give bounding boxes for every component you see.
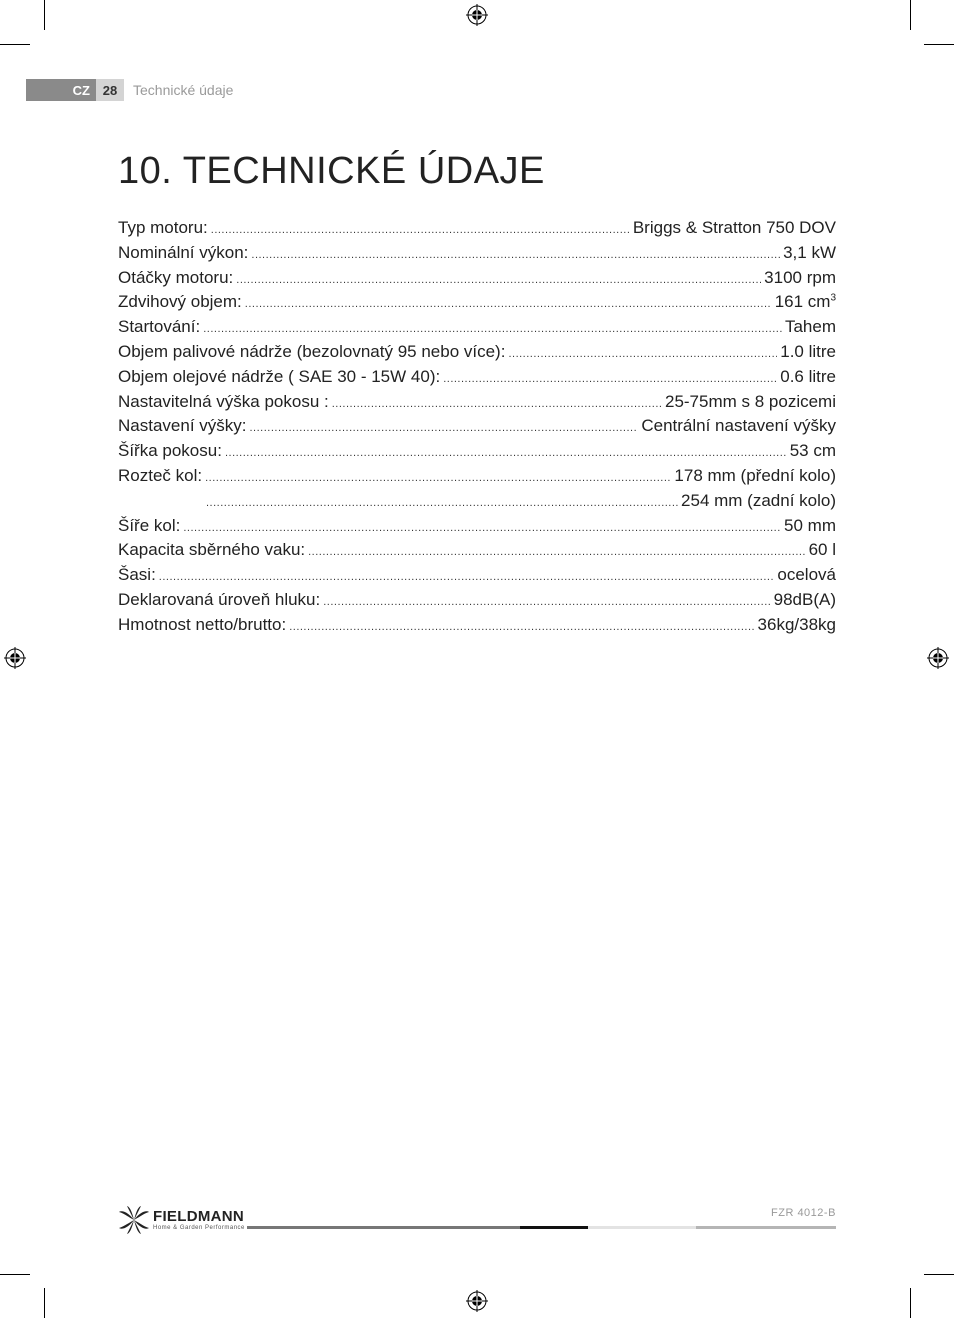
dot-leader <box>211 224 630 236</box>
spec-value <box>774 590 836 610</box>
model-number: FZR 4012-B <box>771 1207 836 1219</box>
brand-name: FIELDMANN <box>153 1208 245 1225</box>
spec-row <box>118 615 836 640</box>
spec-label: Nastavení výšky: <box>118 416 247 436</box>
dot-leader <box>225 447 787 459</box>
spec-value-text: 254 mm (zadní kolo) <box>681 490 836 510</box>
spec-label: Objem olejové nádrže ( SAE 30 - 15W 40): <box>118 366 441 386</box>
spec-value-text: 0.6 litre <box>780 366 836 386</box>
dot-leader <box>323 596 770 608</box>
spec-value-text: 98dB(A) <box>773 589 836 609</box>
spec-value-text: ocelová <box>777 565 836 585</box>
spec-row <box>118 540 836 565</box>
spec-value <box>758 615 836 635</box>
spec-label: Šasi: <box>118 565 156 585</box>
dot-leader <box>245 298 772 310</box>
spec-row <box>118 565 836 590</box>
spec-row <box>118 367 836 392</box>
registration-mark-icon <box>466 1290 488 1312</box>
spec-value-text: 3100 rpm <box>764 267 836 287</box>
spec-value <box>790 441 836 461</box>
spec-row <box>118 441 836 466</box>
spec-value-text: Centrální nastavení výšky <box>641 416 836 436</box>
spec-label: Šíře kol: <box>118 515 181 535</box>
spec-value <box>777 565 836 585</box>
spec-label: Objem palivové nádrže (bezolovnatý 95 nebo více): <box>118 341 506 361</box>
spec-row <box>118 342 836 367</box>
spec-row <box>118 416 836 441</box>
dot-leader <box>203 323 782 335</box>
spec-value <box>681 491 836 511</box>
footer-rule <box>520 1226 588 1229</box>
footer-rule <box>588 1226 696 1229</box>
spec-row <box>118 491 836 516</box>
crop-mark <box>44 1288 45 1318</box>
dot-leader <box>250 422 639 434</box>
spec-label: Hmotnost netto/brutto: <box>118 614 287 634</box>
spec-value <box>780 367 836 387</box>
crop-mark <box>910 1288 911 1318</box>
dot-leader <box>508 348 777 360</box>
crop-mark <box>924 1274 954 1275</box>
dot-leader <box>443 373 777 385</box>
spec-label: Typ motoru: <box>118 218 208 237</box>
brand-tagline: Home & Garden Performance <box>153 1225 245 1231</box>
spec-value-text: 178 mm (přední kolo) <box>674 465 836 485</box>
brand-logo <box>118 1206 245 1234</box>
spec-row <box>118 392 836 417</box>
page-header <box>26 79 233 101</box>
spec-label: Nominální výkon: <box>118 242 249 262</box>
spec-value <box>775 292 836 312</box>
crop-mark <box>0 1274 30 1275</box>
dot-leader <box>289 621 754 633</box>
spec-row <box>118 466 836 491</box>
spec-value-text: 36kg/38kg <box>757 614 836 634</box>
spec-label: Deklarovaná úroveň hluku: <box>118 589 321 609</box>
dot-leader <box>236 274 761 286</box>
dot-leader <box>183 522 781 534</box>
page-number: 28 <box>96 79 124 101</box>
spec-value-text: 1.0 litre <box>780 341 836 361</box>
spec-label: Startování: <box>118 317 201 337</box>
spec-row <box>118 590 836 615</box>
crop-mark <box>924 44 954 45</box>
dot-leader <box>332 398 662 410</box>
crop-mark <box>910 0 911 30</box>
section-name: Technické údaje <box>133 82 234 98</box>
spec-value-text: 60 l <box>808 540 836 560</box>
spec-value-text: 50 mm <box>784 515 836 535</box>
spec-row <box>118 317 836 342</box>
spec-value-text: 3,1 kW <box>783 242 836 262</box>
crop-mark <box>0 44 30 45</box>
footer-rule <box>247 1226 520 1229</box>
spec-list <box>118 218 836 640</box>
footer-rule <box>696 1226 836 1229</box>
spec-value-text: 161 cm <box>774 292 831 312</box>
registration-mark-icon <box>466 4 488 26</box>
spec-value <box>641 416 836 436</box>
spec-value-text: 53 cm <box>789 441 836 461</box>
spec-value <box>783 243 836 263</box>
spec-label: Rozteč kol: <box>118 465 203 485</box>
dot-leader <box>159 571 775 583</box>
spec-value <box>633 218 836 238</box>
dot-leader <box>251 249 780 261</box>
fieldmann-logo-icon <box>118 1206 150 1234</box>
dot-leader <box>308 546 805 558</box>
spec-label: Kapacita sběrného vaku: <box>118 540 306 560</box>
unit-superscript: 3 <box>830 292 836 304</box>
spec-row <box>118 516 836 541</box>
spec-value <box>780 342 836 362</box>
spec-row <box>118 292 836 317</box>
page-title: 10. TECHNICKÉ ÚDAJE <box>118 150 545 192</box>
spec-row <box>118 268 836 293</box>
spec-row <box>118 243 836 268</box>
dot-leader <box>205 472 671 484</box>
spec-value <box>665 392 836 412</box>
spec-value-text: Tahem <box>784 317 836 337</box>
spec-label: Otáčky motoru: <box>118 267 234 287</box>
spec-value-text: Briggs & Stratton 750 DOV <box>632 218 836 237</box>
spec-value <box>764 268 836 288</box>
spec-label: Šířka pokosu: <box>118 441 222 461</box>
crop-mark <box>44 0 45 30</box>
registration-mark-icon <box>927 647 949 669</box>
spec-value <box>809 540 836 560</box>
registration-mark-icon <box>4 647 26 669</box>
spec-value <box>674 466 836 486</box>
spec-value <box>785 317 836 337</box>
spec-label: Zdvihový objem: <box>118 292 242 312</box>
spec-label: Nastavitelná výška pokosu : <box>118 391 329 411</box>
spec-row <box>118 218 836 243</box>
spec-value-text: 25-75mm s 8 pozicemi <box>664 391 836 411</box>
dot-leader <box>206 497 678 509</box>
language-tab: CZ <box>26 79 96 101</box>
spec-value <box>784 516 836 536</box>
